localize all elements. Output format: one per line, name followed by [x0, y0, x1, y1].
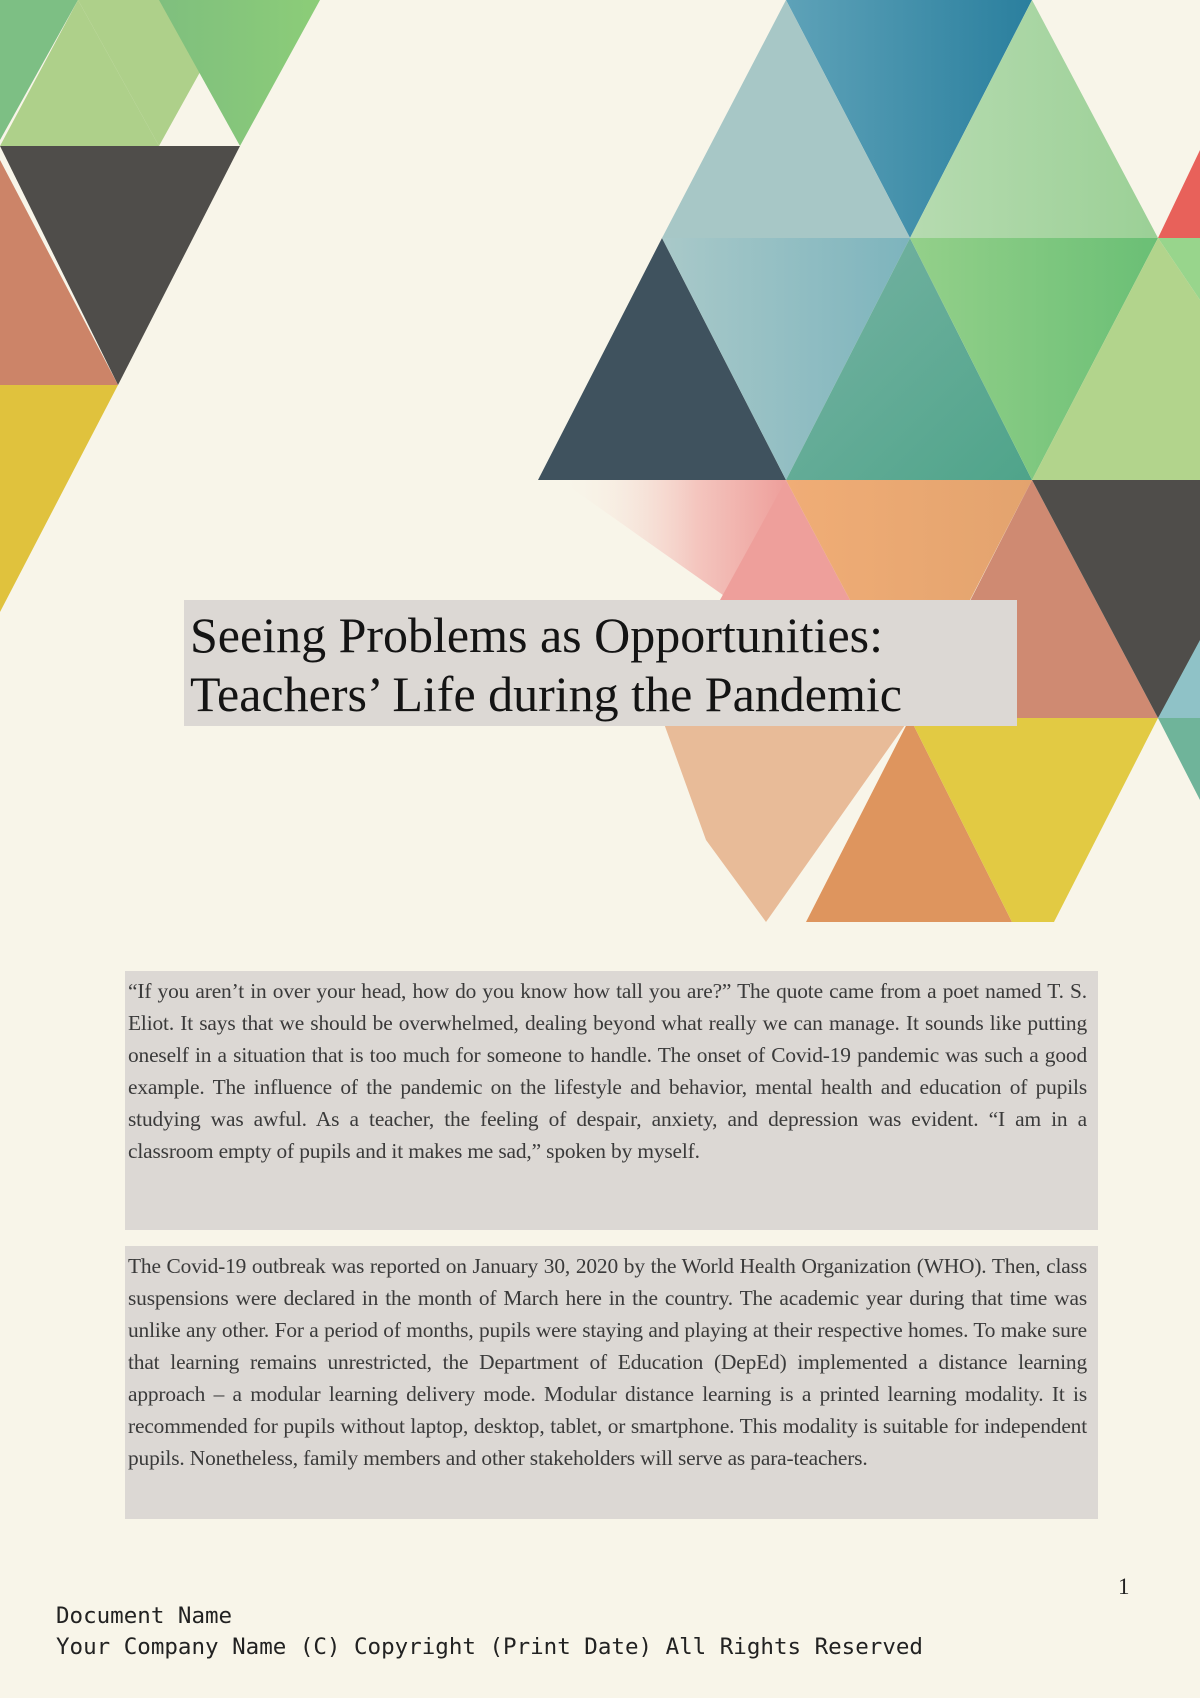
triangle-red-edge — [1158, 150, 1200, 238]
triangle-green-bottom-edge — [1158, 718, 1200, 800]
title-box — [184, 600, 1017, 726]
footer-document-name: Document Name — [56, 1603, 233, 1629]
triangle-left-7 — [0, 385, 118, 612]
page-number: 1 — [1118, 1574, 1130, 1599]
title-line-1: Seeing Problems as Opportunities: — [190, 607, 883, 663]
paragraph-1: “If you aren’t in over your head, how do you know how tall you are?” The quote came from a poet named T. S. Eliot. It says that we should be overwhelmed, dealing beyond what really we can manage. It sounds like putting oneself in a situation that is too much for someone to handle. The onset of Covid-19 pandemic was such a good example. The influence of the pandemic on the lifestyle and behavior, mental health and education of pupils studying was awful. As a teacher, the feeling of despair, anxiety, and depression was evident. “I am in a classroom empty of pupils and it makes me sad,” spoken by myself. — [125, 971, 1098, 1230]
footer-copyright: Your Company Name (C) Copyright (Print Date) All Rights Reserved — [56, 1634, 923, 1660]
paragraph-2: The Covid-19 outbreak was reported on January 30, 2020 by the World Health Organization (WHO). Then, class suspensions were declared in the month of March here in the country. The academic year during that time was unlike any other. For a period of months, pupils were staying and playing at their respective homes. To make sure that learning remains unrestricted, the Department of Education (DepEd) implemented a distance learning approach – a modular learning delivery mode. Modular distance learning is a printed learning modality. It is recommended for pupils without laptop, desktop, tablet, or smartphone. This modality is suitable for independent pupils. Nonetheless, family members and other stakeholders will serve as para-teachers. — [125, 1246, 1098, 1519]
title-line-2: Teachers’ Life during the Pandemic — [190, 666, 902, 722]
